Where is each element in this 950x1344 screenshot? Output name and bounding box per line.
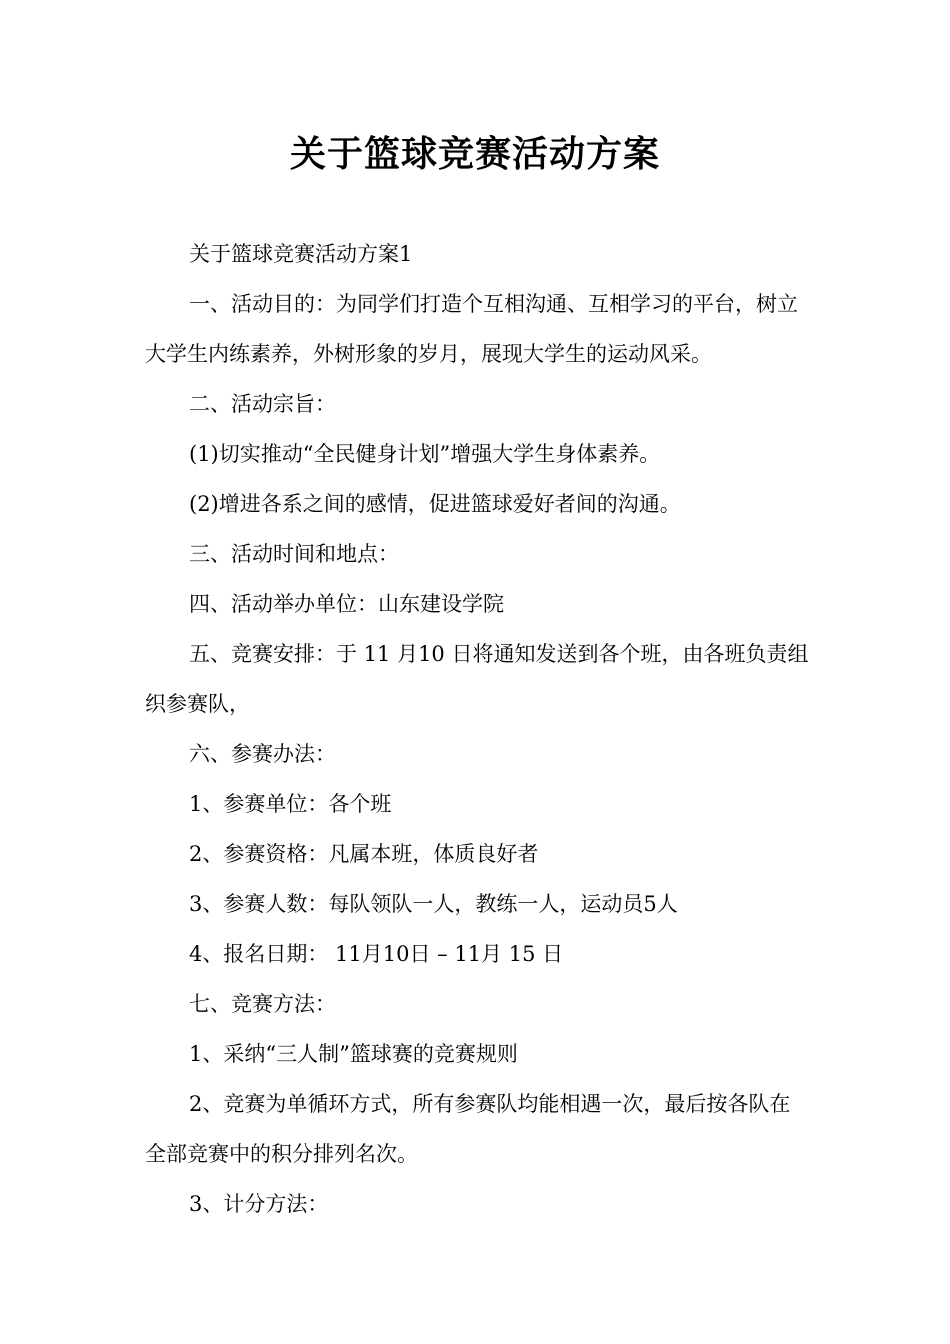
paragraph: 3、计分方法： [189, 1192, 329, 1216]
document-body [145, 229, 810, 1229]
paragraph: 1、参赛单位：各个班 [189, 792, 392, 816]
paragraph: 三、活动时间和地点： [189, 542, 399, 566]
paragraph: 1、采纳“三人制”篮球赛的竞赛规则 [189, 1042, 518, 1066]
document-title: 关于篮球竞赛活动方案 [289, 133, 660, 175]
paragraph: 七、竞赛方法： [189, 992, 336, 1016]
paragraph: 六、参赛办法： [189, 742, 336, 766]
paragraph: 3、参赛人数：每队领队一人，教练一人，运动员5人 [189, 892, 678, 916]
paragraph: 2、参赛资格：凡属本班，体质良好者 [189, 842, 539, 866]
paragraph: 一、活动目的：为同学们打造个互相沟通、互相学习的平台，树立大学生内练素养，外树形象的岁月，展现大学生的运动风采。 [145, 292, 798, 366]
paragraph: 2、竞赛为单循环方式，所有参赛队均能相遇一次，最后按各队在全部竞赛中的积分排列名次。 [145, 1092, 791, 1166]
paragraph: (2)增进各系之间的感情，促进篮球爱好者间的沟通。 [189, 492, 681, 516]
paragraph: 二、活动宗旨： [189, 392, 336, 416]
paragraph: 四、活动举办单位：山东建设学院 [189, 592, 504, 616]
paragraph: 关于篮球竞赛活动方案1 [189, 242, 413, 266]
paragraph: 4、报名日期： 11月10日 – 11月 15 日 [189, 942, 564, 966]
paragraph: 五、竞赛安排：于 11 月10 日将通知发送到各个班，由各班负责组织参赛队， [145, 642, 809, 716]
paragraph: (1)切实推动“全民健身计划”增强大学生身体素养。 [189, 442, 661, 466]
